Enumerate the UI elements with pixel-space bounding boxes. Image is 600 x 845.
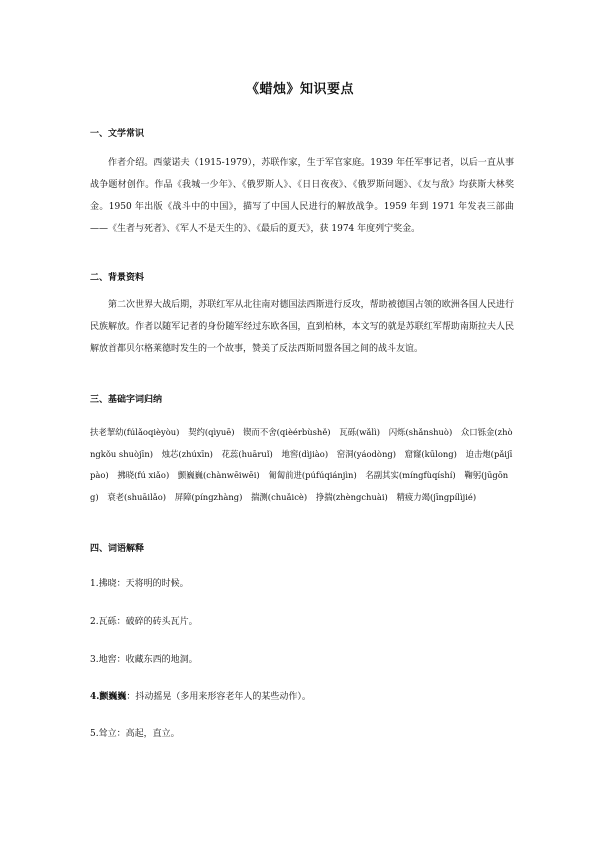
vocab-item: 窑洞(yáodòng) — [336, 448, 396, 459]
page-title: 《蜡烛》知识要点 — [245, 82, 354, 97]
vocab-item: 名副其实(míngfùqíshí) — [365, 470, 456, 480]
vocab-item: 闪烁(shǎnshuò) — [388, 427, 453, 437]
section-paragraph-background: 第二次世界大战后期，苏联红军从北往南对德国法西斯进行反攻，帮助被德国占领的欧洲各国人民进行民族解放。作者以随军记者的身份随军经过东欧各国，直到柏林，本文写的就是苏联红军帮助南斯拉夫人民解放首都贝尔格莱德时发生的一个故事，赞美了反法西斯同盟各国之间的战斗友谊。 — [90, 300, 514, 354]
definition-text: 高起，直立。 — [125, 729, 180, 739]
definition-term: 1.拂晓 — [90, 579, 117, 589]
vocab-item: 挣揣(zhèngchuài) — [315, 491, 388, 502]
section-paragraph-author: 作者介绍。西蒙诺夫（1915-1979），苏联作家，生于军官家庭。1939 年任军事记者，以后一直从事战争题材创作。作品《我城一少年》、《俄罗斯人》、《日日夜夜》、《俄罗斯问题》、《友与敌》均获斯大林奖金。1950 年出版《战斗中的中国》，描写了中国人民进行的解放战争。1959 年到 1971 年发表三部曲——《生者与死者》、《军人不是天生的》、《最后的夏天》，获 1974 年度列宁奖金。 — [90, 158, 514, 234]
vocab-item: 鞠躬(jūgōng) — [90, 470, 509, 502]
definition-separator: ： — [116, 617, 126, 627]
definition-text: 抖动摇晃（多用来形容老年人的某些动作）。 — [135, 692, 311, 702]
vocab-item: 契约(qìyuē) — [188, 427, 235, 437]
vocab-item: 锲而不舍(qièérbùshě) — [243, 427, 331, 437]
definition-text: 收藏东西的地洞。 — [125, 655, 198, 665]
definition-item — [90, 652, 198, 665]
definition-item — [90, 576, 189, 589]
vocab-item: 颤巍巍(chànwēiwēi) — [177, 470, 260, 480]
vocab-item: 屏障(píngzhàng) — [174, 491, 243, 502]
vocab-item: 瓦砾(wǎlì) — [339, 427, 381, 437]
vocab-item: 窟窿(kūlong) — [404, 448, 457, 459]
vocab-item: 匍匐前进(púfúqiánjìn) — [268, 470, 357, 480]
definition-term: 2.瓦砾 — [90, 617, 117, 627]
vocabulary-list — [90, 422, 516, 508]
section-heading-background: 二、背景资料 — [90, 273, 145, 283]
section-heading-literature: 一、文学常识 — [90, 129, 145, 139]
vocab-item: 扶老挈幼(fúlǎoqièyòu) — [90, 427, 180, 437]
definition-term: 5.耸立 — [90, 729, 117, 739]
definition-term: 3.地窖 — [90, 655, 117, 665]
vocab-item: 地窖(dìjiào) — [281, 448, 329, 459]
definition-text: 破碎的砖头瓦片。 — [125, 617, 198, 627]
definition-separator: ： — [116, 655, 126, 665]
definition-item — [90, 689, 311, 702]
section-heading-vocabulary: 三、基础字词归纳 — [90, 395, 163, 405]
vocab-item: 拂晓(fú xiǎo) — [117, 470, 170, 480]
vocab-item: 揣测(chuǎicè) — [251, 491, 308, 502]
vocab-item: 众口铄金(zhòngkǒu shuòjīn) — [90, 427, 513, 459]
vocab-item: 烛芯(zhúxīn) — [161, 448, 213, 459]
vocab-item: 精疲力竭(jīngpílìjié) — [396, 491, 477, 502]
section-heading-definitions: 四、词语解释 — [90, 544, 145, 554]
definition-term: 4.颤巍巍 — [90, 692, 127, 702]
definition-item — [90, 614, 198, 627]
definition-text: 天将明的时候。 — [125, 579, 189, 589]
definition-separator: ： — [116, 729, 126, 739]
vocab-item: 迫击炮(pǎijīpào) — [90, 448, 513, 480]
vocab-item: 花蕊(huāruǐ) — [221, 448, 273, 459]
definition-separator: ： — [116, 579, 126, 589]
definition-separator: ： — [126, 692, 136, 702]
definition-item — [90, 726, 180, 739]
vocab-item: 衰老(shuāilǎo) — [107, 491, 167, 502]
